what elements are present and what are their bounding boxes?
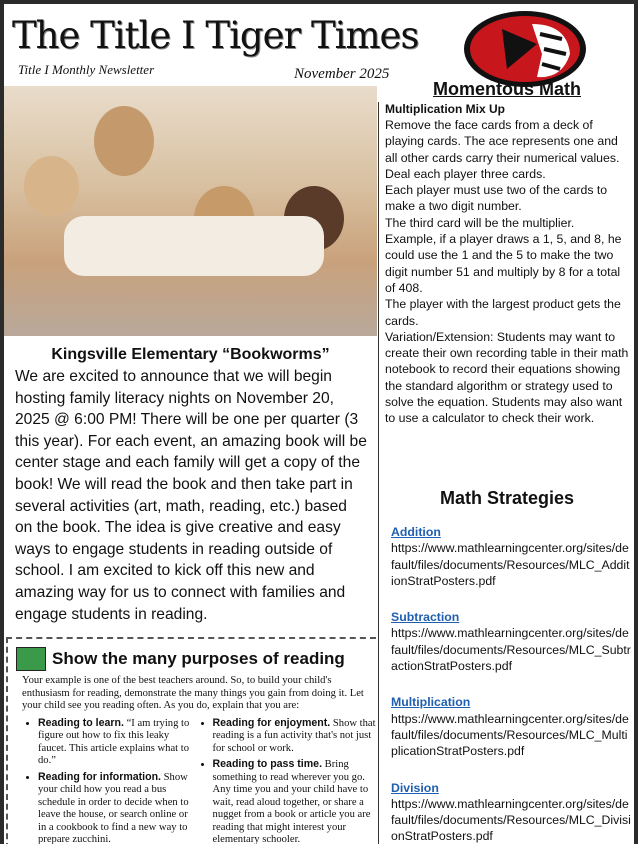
list-item: • Reading to learn. “I am trying to figure out how to fix this leaky faucet. This article explains what to do.”	[38, 717, 197, 768]
instruction-line: Remove the face cards from a deck of playing cards. The ace represents one and all other cards carry their numerical values.	[385, 118, 620, 165]
tiger-logo-icon	[462, 9, 588, 89]
column-divider	[378, 102, 379, 844]
list-item: • Reading for enjoyment. Show that reading is a fun activity that's not just for school or work.	[213, 717, 376, 756]
insert-intro: Your example is one of the best teachers around. So, to build your child's enthusiasm for reading, demonstrate the many things you gain from doing it. Let your child see you reading often. As you do, explain that you are:	[22, 675, 364, 711]
insert-title: Show the many purposes of reading	[52, 649, 345, 668]
activity-instructions	[385, 117, 630, 427]
list-item: • Reading for information. Show your child how you read a bus schedule in order to decide when to leave the house, or search online or in a cookbook to find a new way to prepare zucchini.	[38, 771, 197, 844]
checkmark-icon	[16, 647, 46, 671]
link-addition[interactable]: Addition	[391, 525, 441, 539]
strategy-links	[391, 524, 631, 844]
instruction-line: Each player must use two of the cards to make a two digit number.	[385, 183, 608, 214]
link-multiplication[interactable]: Multiplication	[391, 695, 471, 710]
instruction-line: Example, if a player draws a 1, 5, and 8, he could use the 1 and the 5 to make the two digit number 51 and multiply by 8 for a total of 408.	[385, 232, 622, 295]
newsletter-title: The Title I Tiger Times	[12, 14, 419, 57]
list-item: • Reading to pass time. Bring something to read wherever you go. Any time you and your child have to wait, read aloud together, or share a nugget from a book or article you are reading that might interest your elementary schooler.	[213, 758, 376, 844]
instruction-line: The player with the largest product gets the cards.	[385, 297, 621, 328]
link-url: https://www.mathlearningcenter.org/sites/default/files/documents/Resources/MLC_AdditionStratPosters.pdf	[391, 541, 630, 588]
instruction-line: The third card will be the multiplier.	[385, 215, 575, 230]
activity-title: Multiplication Mix Up	[385, 102, 505, 116]
bookworms-body: We are excited to announce that we will begin hosting family literacy nights on November 20, 2025 @ 6:00 PM! There will be one per quarter (3 this year). For each event, an amazing book will be center stage and each family will get a copy of the book! We will read the book and then take part in several activities (art, math, reading, etc.) based on the book. The idea is give creative and easy ways to engage students in reading outside of school. I am excited to kick off this new and amazing way for us to connect with families and engage students in reading.	[15, 368, 367, 623]
reading-purposes-insert	[6, 637, 376, 844]
issue-date: November 2025	[294, 66, 390, 82]
link-url: https://www.mathlearningcenter.org/sites/default/files/documents/Resources/MLC_SubtractionStratPosters.pdf	[391, 626, 631, 674]
link-subtraction[interactable]: Subtraction	[391, 610, 460, 625]
math-heading: Momentous Math	[433, 79, 581, 99]
link-url: https://www.mathlearningcenter.org/sites/default/files/documents/Resources/MLC_DivisionStratPosters.pdf	[391, 796, 631, 844]
strategies-heading: Math Strategies	[439, 488, 575, 508]
family-reading-photo	[4, 86, 377, 336]
bookworms-heading: Kingsville Elementary “Bookworms”	[51, 346, 330, 363]
link-url: https://www.mathlearningcenter.org/sites/default/files/documents/Resources/MLC_MultiplicationStratPosters.pdf	[391, 711, 629, 759]
instruction-line: Deal each player three cards.	[385, 166, 546, 181]
newsletter-page	[4, 4, 634, 844]
link-division[interactable]: Division	[391, 780, 439, 795]
newsletter-subtitle: Title I Monthly Newsletter	[18, 62, 155, 77]
instruction-line: Variation/Extension: Students may want to create their own recording table in their math notebook to record their equations showing the standard algorithm or strategy used to solve the equation. Students may also want to use a calculator to check their work.	[385, 329, 629, 426]
